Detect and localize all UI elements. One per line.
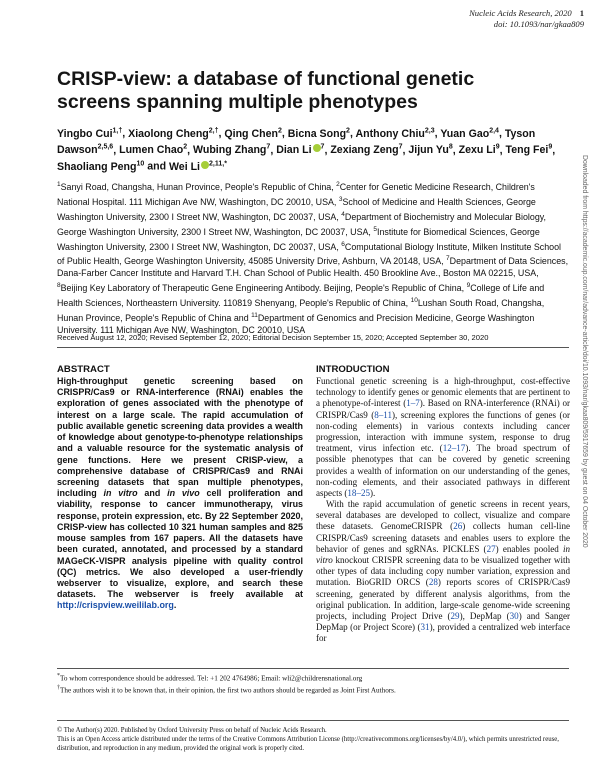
citation-link[interactable]: 31 (420, 622, 430, 633)
citation-link[interactable]: 12–17 (442, 443, 466, 454)
citation-link[interactable]: 27 (486, 543, 496, 554)
author-name: Jijun Yu$^8$ (408, 143, 453, 157)
orcid-icon[interactable] (201, 161, 209, 169)
footnotes (57, 672, 569, 696)
author-name: Qing Chen$^2$ (224, 127, 282, 140)
webserver-link[interactable]: http://crispview.weililab.org (57, 600, 174, 611)
author-name: Xiaolong Cheng$^{2,\dagger}$ (128, 127, 219, 140)
affiliation-number: 6 (341, 240, 345, 248)
article-title: CRISP-view: a database of functional genetic screens spanning multiple phenotypes (57, 68, 475, 113)
intro-paragraph: With the rapid accumulation of genetic screens in recent years, several databases are developed to collect, visualize and compare these datasets. GenomeCRISPR (26) collects human cell-line CRISPR/Cas9 screening datasets and enables users to explore the behavior of genes and sgRNAs. PICKLES (27) enables pooled in vitro knockout CRISPR screening data to be visualized together with other types of data including copy number variation, expression and mutation. BioGRID ORCS (28) reports scores of CRISPR/Cas9 screening, generated by different analysis algorithms, from the original publication. In addition, large-scale genome-wide screening projects, including Project Drive (29), DepMap (30) and Sanger DepMap (or Project Score) (31), provided a centralized web interface for (316, 499, 570, 644)
affiliation-text: Department of Data Sciences, Dana-Farber Cancer Institute and Harvard T.H. Chan School of Public Health. 450 Brookline Ave., Boston MA 02215, USA, (57, 256, 569, 279)
intro-paragraph: Functional genetic screening is a high-throughput, cost-effective technology to identify genes or genomic elements that are pertinent to a phenotype-of-interest (1–7). Based on RNA-interference (RNAi) or CRISPR/Cas9 (8–11), screening explores the functions of genes (or non-coding elements) in various contexts including cancer progression, interaction with immune system, response to drug treatment, virus infection etc. (12–17). The broad spectrum of possible phenotypes that can be covered by genetic screening provides a wealth of information on our understanding of the genes, non-coding elements, and their associated pathways in different aspects (18–25). (316, 376, 570, 498)
affiliation-text: Computational Biology Institute, Milken Institute School of Public Health, George Washington University, 45085 University Drive, Ashburn, VA 20148, USA, (57, 241, 561, 267)
affiliation-text: School of Medicine and Health Sciences, George Washington University, 2300 I Street NW, Washington, DC 20037, USA, (57, 196, 536, 222)
affiliation-text: College of Life and Health Sciences, Northeastern University. 110819 Shenyang, People's Republic of China, (57, 283, 545, 308)
author-name: Teng Fei$^9$ (505, 143, 553, 157)
affiliations (57, 179, 569, 337)
author-name: Wei Li $^{2,11,*}$ (169, 160, 227, 173)
author-name: Dian Li $^7$ (276, 143, 325, 157)
author-name: Zexiang Zeng$^7$ (330, 143, 403, 157)
author-list: Yingbo Cui$^{1,\dagger}$, Xiaolong Cheng$^{2,\dagger}$, Qing Chen$^2$, Bicna Song$^2$, Anthony Chiu$^{2,3}$, Yuan Gao$^{2,4}$, Tyson Dawson$^{2,5,6}$, Lumen Chao$^2$, Wubing Zhang$^7$, Dian Li $^7$, Zexiang Zeng$^7$, Jijun Yu$^8$, Zexu Li$^9$, Teng Fei$^9$, Shaoliang Peng$^{10}$ and Wei Li $^{2,11,*}$ (57, 127, 556, 173)
affiliation-number: 11 (251, 311, 258, 319)
affiliation-number: 10 (410, 297, 418, 305)
affiliation-text: Department of Genomics and Precision Medicine, George Washington University. 111 Michigan Ave NW, Washington, DC 20010, USA (57, 312, 535, 335)
author-name: Zexu Li$^9$ (458, 143, 500, 157)
footnote-divider (57, 668, 569, 669)
citation-link[interactable]: 26 (453, 521, 463, 532)
affiliation-text: Beijing Key Laboratory of Therapeutic Gene Engineering Antibody. Beijing, People's Republic of China, (60, 283, 467, 294)
correspondence-footnote: *To whom correspondence should be addressed. Tel: +1 202 4764986; Email: wli2@childrensnational.org (57, 673, 363, 683)
citation-link[interactable]: 8–11 (374, 409, 392, 420)
copyright-notice: © The Author(s) 2020. Published by Oxford University Press on behalf of Nucleic Acids Research. This is an Open Access article distributed under the terms of the Creative Commons Attribution License (http://creativecommons.org/licenses/by/4.0/), which permits unrestricted reuse, distribution, and reproduction in any medium, provided the original work is properly cited. (57, 727, 559, 753)
affiliation-number: 8 (57, 282, 61, 290)
author-name: Tyson Dawson$^{2,5,6}$ (57, 127, 536, 157)
introduction-heading: INTRODUCTION (316, 364, 390, 375)
copyright-divider (57, 720, 569, 721)
author-name: Shaoliang Peng$^{10}$ (57, 160, 145, 173)
author-name: Bicna Song$^2$ (287, 127, 350, 140)
page-number: 1 (579, 8, 584, 18)
author-name: Yuan Gao$^{2,4}$ (440, 127, 499, 140)
download-watermark: Downloaded from https://academic.oup.com/nar/advance-article/doi/10.1093/nar/gkaa809/5917659 by guest on 04 October 2020 (581, 155, 588, 548)
abstract-body: High-throughput genetic screening based on CRISPR/Cas9 or RNA-interference (RNAi) enables the exploration of genes associated with the phenotype of interest on a large scale. The rapid accumulation of public available genetic screening data provides a wealth of knowledge about genotype-to-phenotype relationships and a valuable resource for the systematic analysis of gene functions. Here we present CRISP-view, a comprehensive database of CRISPR/Cas9 and RNAi screening datasets that span multiple phenotypes, including in vitro and in vivo cell proliferation and viability, response to cancer immunotherapy, virus response, protein expression, etc. By 22 September 2020, CRISP-view has collected 10 321 human samples and 825 mouse samples from 167 papers. All the datasets have been curated, annotated, and processed by a standard MAGeCK-VISPR analysis pipeline with quality control (QC) metrics. We also developed a user-friendly webserver to visualize, explore, and search these datasets. The webserver is freely available at http://crispview.weililab.org. (57, 376, 304, 611)
orcid-icon[interactable] (313, 144, 321, 152)
affiliation-number: 1 (57, 181, 61, 188)
citation-link[interactable]: 1–7 (406, 398, 420, 409)
running-header (469, 8, 584, 30)
header-divider (57, 347, 569, 348)
affiliation-number: 7 (446, 255, 450, 263)
joint-author-footnote: †The authors wish it to be known that, in their opinion, the first two authors should be regarded as Joint First Authors. (57, 684, 396, 695)
affiliation-number: 4 (341, 210, 345, 218)
affiliation-number: 3 (338, 195, 343, 203)
affiliation-number: 2 (336, 181, 340, 188)
abstract-heading: ABSTRACT (57, 364, 110, 375)
affiliation-text: Lushan South Road, Changsha, Hunan Province, People's Republic of China and (57, 298, 545, 323)
author-name: Yingbo Cui$^{1,\dagger}$ (57, 127, 123, 140)
citation-link[interactable]: 29 (450, 610, 460, 621)
author-name: Lumen Chao$^2$ (119, 143, 188, 157)
affiliation-text: Center for Genetic Medicine Research, Children's National Hospital. 111 Michigan Ave NW, Washington, DC 20010, USA, (57, 181, 535, 207)
doi[interactable]: doi: 10.1093/nar/gkaa809 (493, 19, 584, 29)
citation-link[interactable]: 18–25 (347, 487, 371, 498)
affiliation-number: 5 (373, 225, 377, 233)
author-name: Anthony Chiu$^{2,3}$ (355, 127, 435, 140)
affiliation-text: Department of Biochemistry and Molecular Biology, George Washington University, 2300 I Street NW, Washington, DC 20037, USA, (57, 211, 547, 237)
journal-name: Nucleic Acids Research, 2020 (469, 8, 572, 18)
submission-dates: Received August 12, 2020; Revised September 12, 2020; Editorial Decision September 15, 2020; Accepted September 30, 2020 (57, 333, 489, 342)
author-name: Wubing Zhang$^7$ (193, 143, 271, 157)
affiliation-text: Sanyi Road, Changsha, Hunan Province, People's Republic of China, (60, 181, 337, 192)
affiliation-number: 9 (466, 282, 471, 290)
introduction-body (316, 376, 570, 645)
affiliation-text: Institute for Biomedical Sciences, George Washington University, 2300 I Street NW, Washington, DC 20037, USA, (57, 226, 540, 252)
citation-link[interactable]: 30 (509, 610, 519, 621)
citation-link[interactable]: 28 (428, 577, 438, 588)
